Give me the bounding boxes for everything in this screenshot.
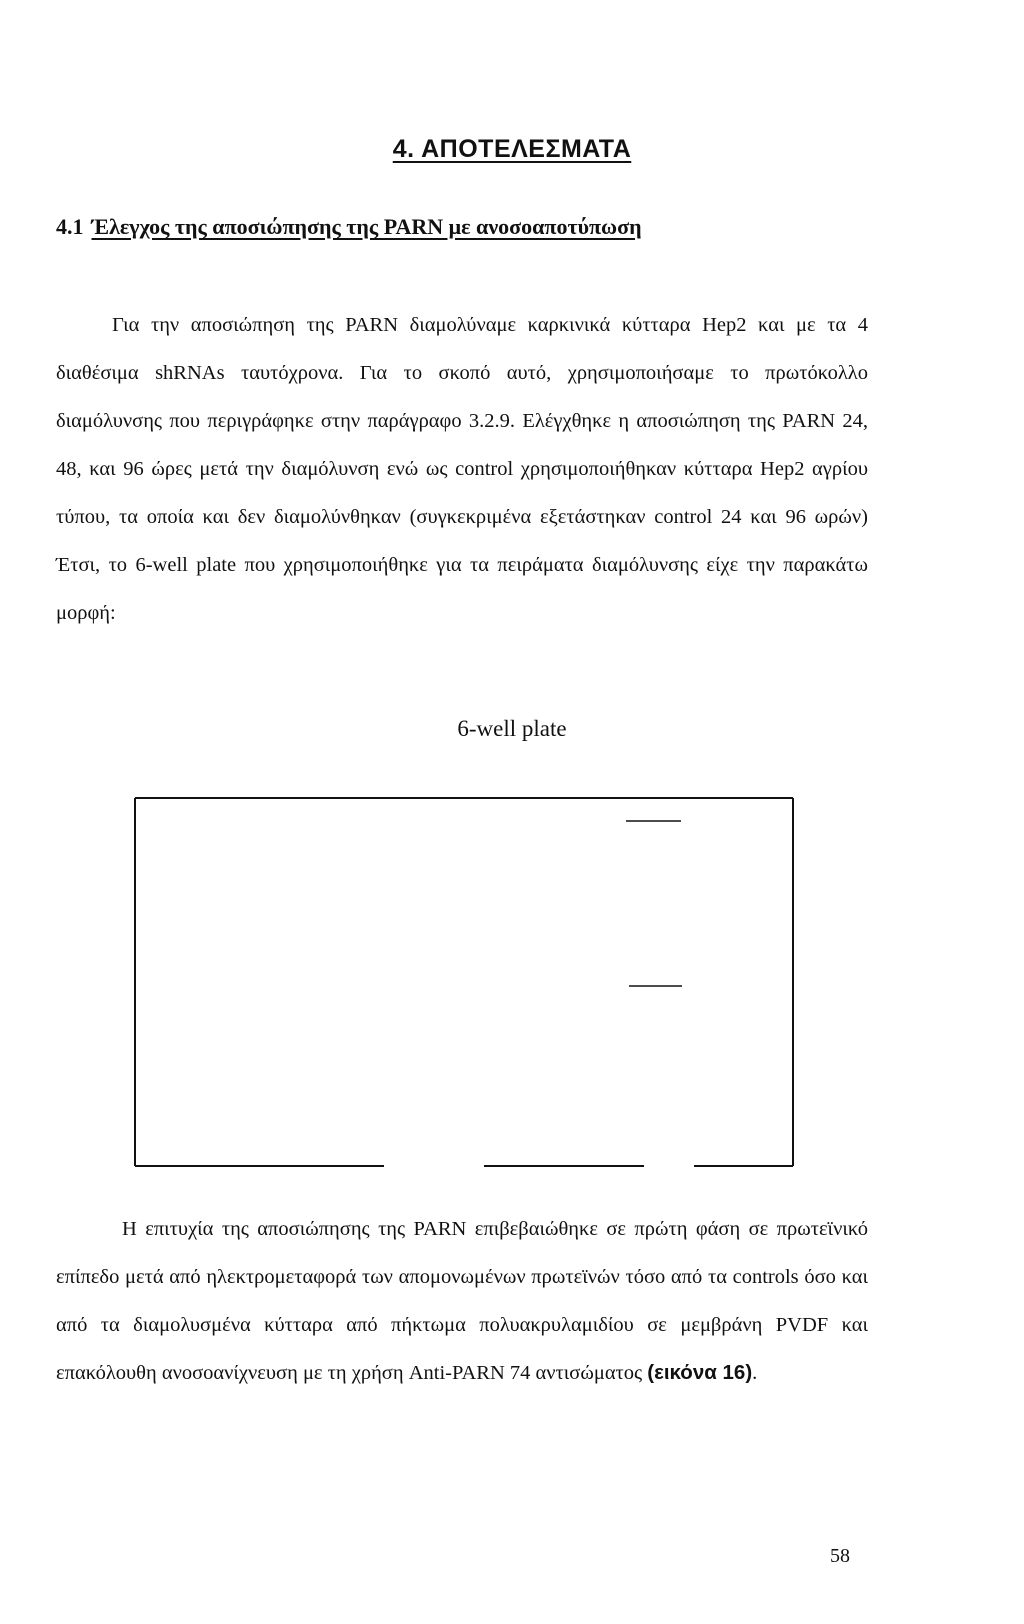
- figure-label: 6-well plate: [457, 716, 567, 741]
- section-title: Έλεγχος της αποσιώπησης της PARN με ανοσοαποτύπωση: [91, 214, 642, 239]
- body-paragraph-2: [56, 1205, 868, 1397]
- section-heading: [56, 214, 642, 240]
- figure-reference: (εικόνα 16): [647, 1361, 753, 1384]
- body-paragraph-2-end: .: [752, 1362, 758, 1384]
- section-number: 4.1: [56, 214, 84, 239]
- body-paragraph-1: Για την αποσιώπηση της PARN διαμολύναμε καρκινικά κύτταρα Hep2 και με τα 4 διαθέσιμα shRNAs ταυτόχρονα. Για το σκοπό αυτό, χρησιμοποιήσαμε το πρωτόκολλο διαμόλυνσης που περιγράφηκε στην παράγραφο 3.2.9. Ελέγχθηκε η αποσιώπηση της PARN 24, 48, και 96 ώρες μετά την διαμόλυνση ενώ ως control χρησιμοποιήθηκαν κύτταρα Hep2 αγρίου τύπου, τα οποία και δεν διαμολύνθηκαν (συγκεκριμένα εξετάστηκαν control 24 και 96 ωρών) Έτσι, το 6-well plate που χρησιμοποιήθηκε για τα πειράματα διαμόλυνσης είχε την παρακάτω μορφή:: [56, 314, 868, 624]
- page-number: 58: [830, 1545, 850, 1567]
- body-paragraph-2-text: Η επιτυχία της αποσιώπησης της PARN επιβεβαιώθηκε σε πρώτη φάση σε πρωτεϊνικό επίπεδο μετά από ηλεκτρομεταφορά των απομονωμένων πρωτεϊνών τόσο από τα controls όσο και από τα διαμολυσμένα κύτταρα από πήκτωμα πολυακρυλαμιδίου σε μεμβράνη PVDF και επακόλουθη ανοσοανίχνευση με τη χρήση Anti-PARN 74 αντισώματος: [56, 1218, 868, 1384]
- six-well-plate-figure: [134, 797, 794, 1167]
- chapter-title: 4. ΑΠΟΤΕΛΕΣΜΑΤΑ: [392, 135, 632, 163]
